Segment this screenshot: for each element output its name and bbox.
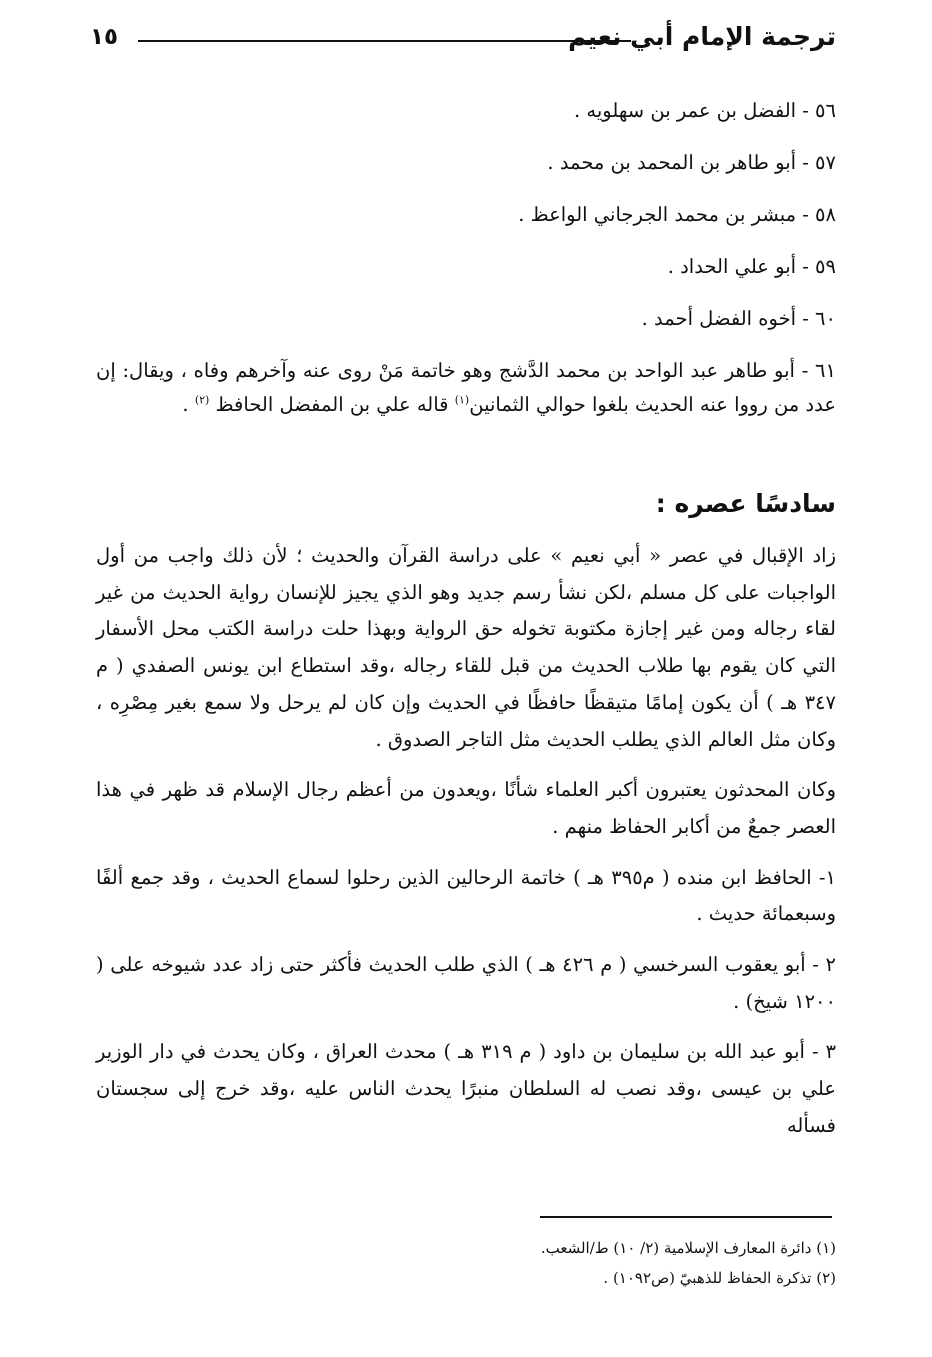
list-item: ٥٧ - أبو طاهر بن المحمد بن محمد .: [547, 151, 836, 174]
running-title: ترجمة الإمام أبي نعيم: [568, 22, 836, 51]
footnotes: [96, 1233, 836, 1293]
list-item-continuation: قاله علي بن المفضل الحافظ: [209, 393, 455, 416]
list-item-end: .: [182, 393, 195, 416]
list-item-long: [96, 354, 836, 422]
footnote: (٢) تذكرة الحفاظ للذهبيّ (ص١٠٩٢) .: [603, 1269, 836, 1287]
paragraph: ٣ - أبو عبد الله بن سليمان بن داود ( م ٣١٩ هـ ) محدث العراق ، وكان يحدث في دار الوزير علي بن عيسى ،وقد نصب له السلطان منبرًا يحدث الناس عليه ،وقد خرج إلى سجستان فسأله: [96, 1040, 837, 1137]
list-item: ٥٦ - الفضل بن عمر بن سهلويه .: [574, 99, 836, 122]
page-number: ١٥: [90, 24, 119, 50]
narrator-list: [96, 94, 836, 422]
paragraph: زاد الإقبال في عصر « أبي نعيم » على دراسة القرآن والحديث ؛ لأن ذلك واجب من أول الواجبات على كل مسلم ،لكن نشأ رسم جديد وهو الذي يجيز للإنسان رواية الحديث من غير لقاء رجاله ومن غير إجازة مكتوبة تخوله حق الرواية وبهذا حلت دراسة الكتب محل الأسفار التي كان يقوم بها طلاب الحديث من قبل للقاء رجاله ،وقد استطاع ابن يونس الصفدي ( م ٣٤٧ هـ ) أن يكون إمامًا متيقظًا حافظًا في الحديث وإن كان لم يرحل ولا سمع بغير مِصْرِه ، وكان مثل العالم الذي يطلب الحديث مثل التاجر الصدوق .: [96, 544, 836, 751]
list-item: ٦٠ - أخوه الفضل أحمد .: [641, 307, 836, 330]
body-text: [96, 538, 836, 1159]
list-item-text: ٦١ - أبو طاهر عبد الواحد بن محمد الدَّشج وهو خاتمة مَنْ روى عنه وآخرهم وفاه ، ويقال: إن عدد من رووا عنه الحديث بلغوا حوالي الثمانين: [96, 359, 836, 416]
footnote-rule: [540, 1216, 832, 1218]
footnote-marker-1: (١): [454, 393, 470, 407]
paragraph: ٢ - أبو يعقوب السرخسي ( م ٤٢٦ هـ ) الذي طلب الحديث فأكثر حتى زاد عدد شيوخه على ( ١٢٠٠ شيخ) .: [96, 953, 836, 1013]
list-item: ٥٩ - أبو علي الحداد .: [667, 255, 836, 278]
list-item: ٥٨ - مبشر بن محمد الجرجاني الواعظ .: [518, 203, 836, 226]
section-heading: سادسًا عصره :: [655, 489, 836, 518]
footnote: (١) دائرة المعارف الإسلامية (٢/ ١٠) ط/الشعب.: [540, 1239, 836, 1257]
paragraph: ١- الحافظ ابن منده ( م٣٩٥ هـ ) خاتمة الرحالين الذين رحلوا لسماع الحديث ، وقد جمع ألفًا وسبعمائة حديث .: [96, 865, 837, 926]
paragraph: وكان المحدثون يعتبرون أكبر العلماء شأنًا ،ويعدون من أعظم رجال الإسلام قد ظهر في هذا العصر جمعٌ من أكابر الحفاظ منهم .: [96, 778, 836, 838]
page-header: [90, 18, 836, 62]
footnote-marker-2: (٢): [194, 393, 210, 407]
header-rule: [138, 40, 631, 42]
